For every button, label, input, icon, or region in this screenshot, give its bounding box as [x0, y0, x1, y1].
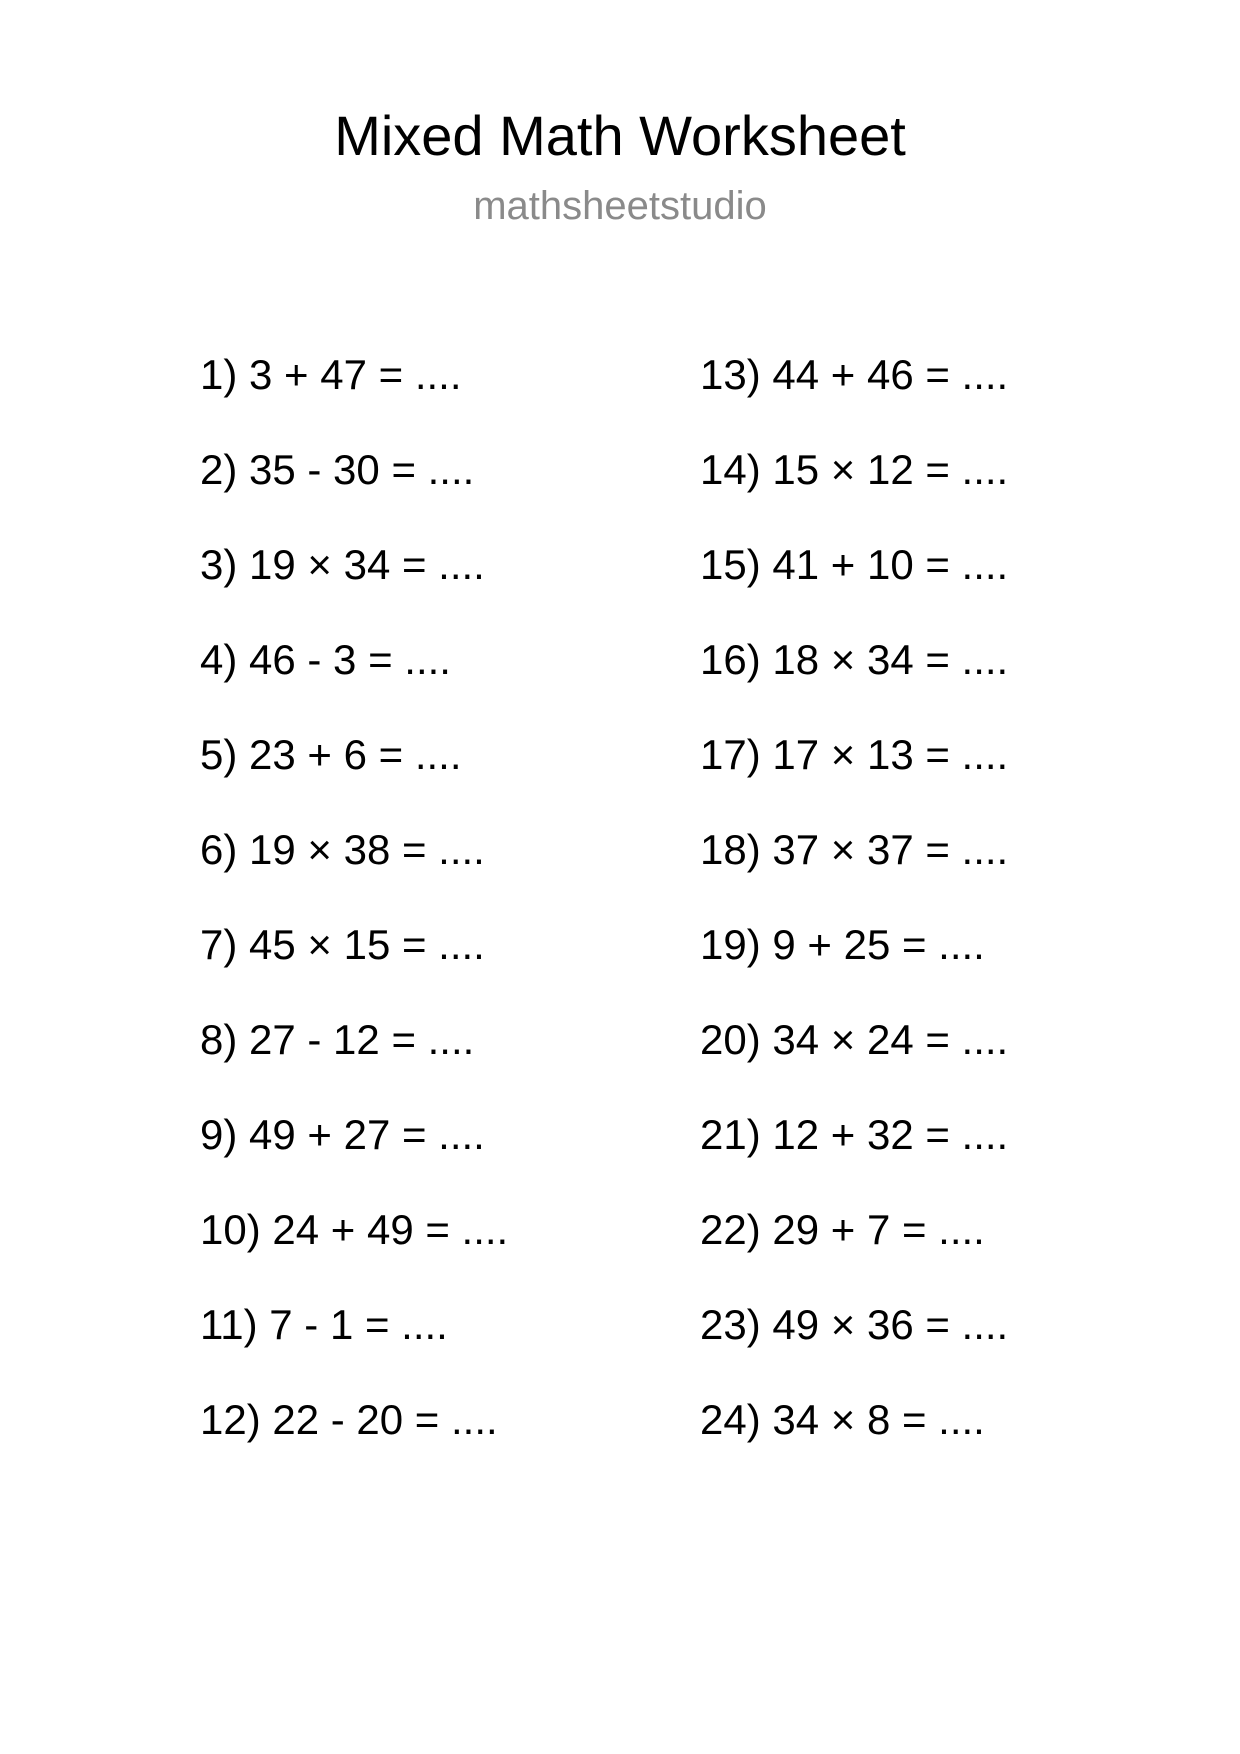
problem-item: 14) 15 × 12 = ....: [700, 446, 1009, 493]
problem-item: 18) 37 × 37 = ....: [700, 826, 1009, 873]
problem-item: 5) 23 + 6 = ....: [200, 731, 462, 778]
problem-item: 13) 44 + 46 = ....: [700, 351, 1009, 398]
problem-item: 19) 9 + 25 = ....: [700, 921, 985, 968]
problem-item: 11) 7 - 1 = ....: [200, 1301, 448, 1348]
problem-item: 6) 19 × 38 = ....: [200, 826, 485, 873]
problem-item: 8) 27 - 12 = ....: [200, 1016, 475, 1063]
problem-item: 12) 22 - 20 = ....: [200, 1396, 498, 1443]
worksheet-subtitle: mathsheetstudio: [473, 184, 767, 228]
problems-column-left: [200, 345, 508, 1485]
problem-item: 2) 35 - 30 = ....: [200, 446, 475, 493]
problem-item: 16) 18 × 34 = ....: [700, 636, 1009, 683]
problem-item: 15) 41 + 10 = ....: [700, 541, 1009, 588]
problem-item: 7) 45 × 15 = ....: [200, 921, 485, 968]
problem-item: 23) 49 × 36 = ....: [700, 1301, 1009, 1348]
problem-item: 3) 19 × 34 = ....: [200, 541, 485, 588]
problem-item: 20) 34 × 24 = ....: [700, 1016, 1009, 1063]
problems-column-right: [700, 345, 1008, 1485]
problem-item: 9) 49 + 27 = ....: [200, 1111, 485, 1158]
problem-item: 24) 34 × 8 = ....: [700, 1396, 985, 1443]
problem-item: 21) 12 + 32 = ....: [700, 1111, 1009, 1158]
worksheet-title: Mixed Math Worksheet: [334, 104, 906, 167]
problem-item: 17) 17 × 13 = ....: [700, 731, 1009, 778]
problem-item: 4) 46 - 3 = ....: [200, 636, 451, 683]
problem-item: 10) 24 + 49 = ....: [200, 1206, 509, 1253]
problem-item: 22) 29 + 7 = ....: [700, 1206, 985, 1253]
problem-item: 1) 3 + 47 = ....: [200, 351, 462, 398]
